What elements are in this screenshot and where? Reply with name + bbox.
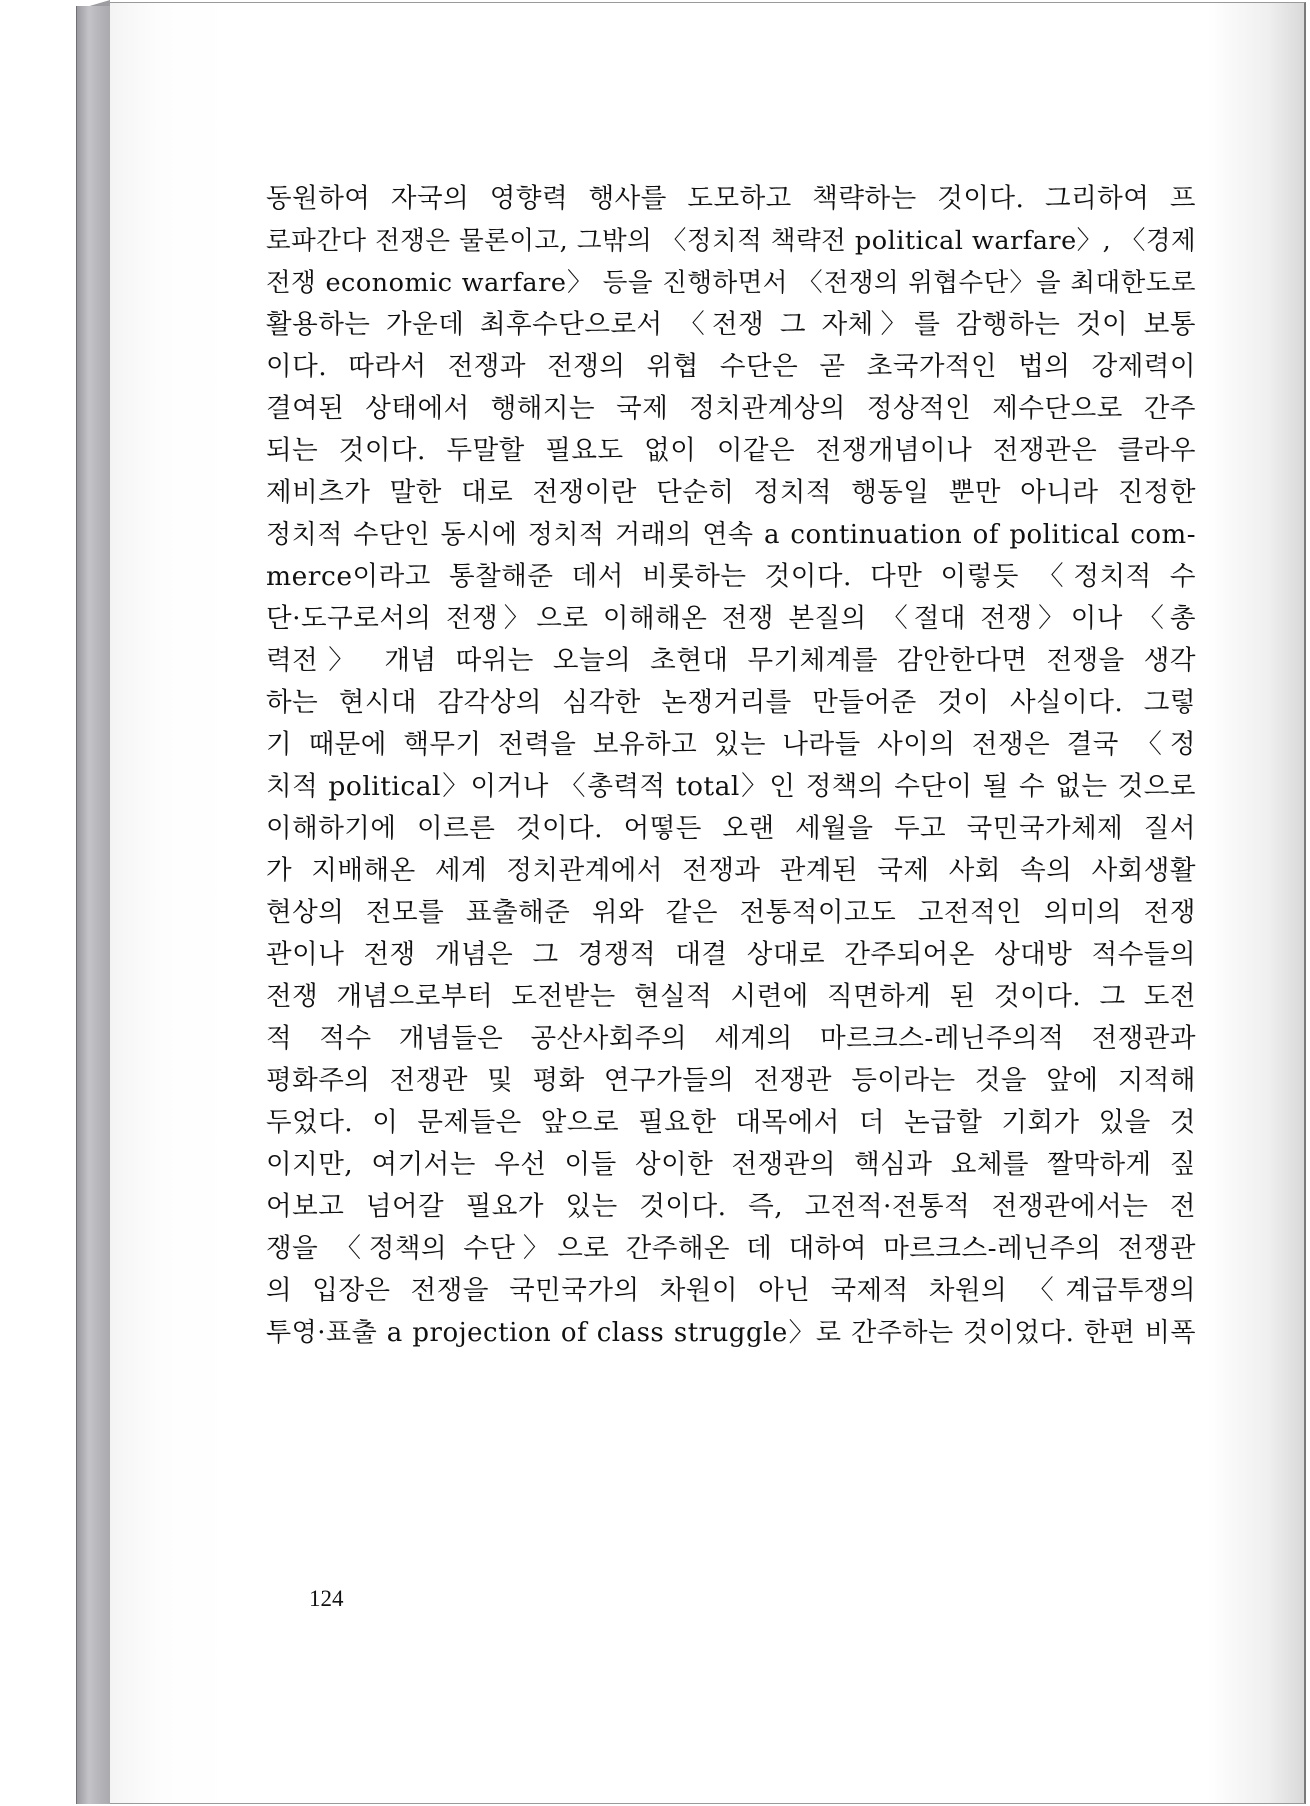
text-line: 투영·표출 a projection of class struggle〉로 간주하는 것이었다. 한편 비폭 — [266, 1318, 1196, 1348]
text-line: 가 지배해온 세계 정치관계에서 전쟁과 관계된 국제 사회 속의 사회생활 — [266, 855, 1196, 886]
text-line: 로파간다 전쟁은 물론이고, 그밖의 〈정치적 책략전 political warfare〉, 〈경제 — [266, 226, 1197, 256]
text-line: 관이나 전쟁 개념은 그 경쟁적 대결 상대로 간주되어온 상대방 적수들의 — [266, 939, 1196, 970]
body-text — [266, 178, 1196, 1354]
text-line: 현상의 전모를 표출해준 위와 같은 전통적이고도 고전적인 의미의 전쟁 — [266, 897, 1196, 928]
text-line: 전쟁 economic warfare〉 등을 진행하면서 〈전쟁의 위협수단〉을 최대한도로 — [266, 268, 1196, 298]
text-line: 기 때문에 핵무기 전력을 보유하고 있는 나라들 사이의 전쟁은 결국 〈정 — [266, 729, 1196, 760]
text-line: 치적 political〉이거나 〈총력적 total〉인 정책의 수단이 될 수 없는 것으로 — [266, 771, 1196, 802]
text-line: 동원하여 자국의 영향력 행사를 도모하고 책략하는 것이다. 그리하여 프 — [266, 183, 1196, 214]
text-line: 정치적 수단인 동시에 정치적 거래의 연속 a continuation of political com- — [266, 520, 1196, 550]
text-line: 전쟁 개념으로부터 도전받는 현실적 시련에 직면하게 된 것이다. 그 도전 — [266, 981, 1196, 1012]
text-line: 단·도구로서의 전쟁〉으로 이해해온 전쟁 본질의 〈절대 전쟁〉이나 〈총 — [266, 603, 1196, 634]
text-line: 쟁을 〈정책의 수단〉으로 간주해온 데 대하여 마르크스-레닌주의 전쟁관 — [266, 1233, 1196, 1264]
text-line: 하는 현시대 감각상의 심각한 논쟁거리를 만들어준 것이 사실이다. 그렇 — [266, 687, 1196, 718]
book-spine — [76, 6, 112, 1804]
text-line: 두었다. 이 문제들은 앞으로 필요한 대목에서 더 논급할 기회가 있을 것 — [266, 1107, 1196, 1138]
text-line: 이다. 따라서 전쟁과 전쟁의 위협 수단은 곧 초국가적인 법의 강제력이 — [266, 351, 1196, 382]
text-line: 이지만, 여기서는 우선 이들 상이한 전쟁관의 핵심과 요체를 짤막하게 짚 — [266, 1149, 1196, 1180]
text-line: 평화주의 전쟁관 및 평화 연구가들의 전쟁관 등이라는 것을 앞에 지적해 — [266, 1065, 1196, 1096]
text-line: merce이라고 통찰해준 데서 비롯하는 것이다. 다만 이렇듯 〈정치적 수 — [266, 561, 1196, 592]
text-line: 되는 것이다. 두말할 필요도 없이 이같은 전쟁개념이나 전쟁관은 클라우 — [266, 435, 1196, 466]
text-line: 결여된 상태에서 행해지는 국제 정치관계상의 정상적인 제수단으로 간주 — [266, 393, 1196, 424]
page-number: 124 — [309, 1586, 344, 1611]
text-line: 적 적수 개념들은 공산사회주의 세계의 마르크스-레닌주의적 전쟁관과 — [266, 1023, 1196, 1054]
text-line: 력전〉 개념 따위는 오늘의 초현대 무기체계를 감안한다면 전쟁을 생각 — [266, 645, 1196, 676]
text-line: 이해하기에 이르른 것이다. 어떻든 오랜 세월을 두고 국민국가체제 질서 — [266, 813, 1196, 844]
text-line: 활용하는 가운데 최후수단으로서 〈전쟁 그 자체〉를 감행하는 것이 보통 — [266, 309, 1196, 340]
text-line: 어보고 넘어갈 필요가 있는 것이다. 즉, 고전적·전통적 전쟁관에서는 전 — [266, 1191, 1196, 1222]
text-line: 제비츠가 말한 대로 전쟁이란 단순히 정치적 행동일 뿐만 아니라 진정한 — [266, 477, 1196, 508]
text-line: 의 입장은 전쟁을 국민국가의 차원이 아닌 국제적 차원의 〈계급투쟁의 — [266, 1275, 1196, 1306]
